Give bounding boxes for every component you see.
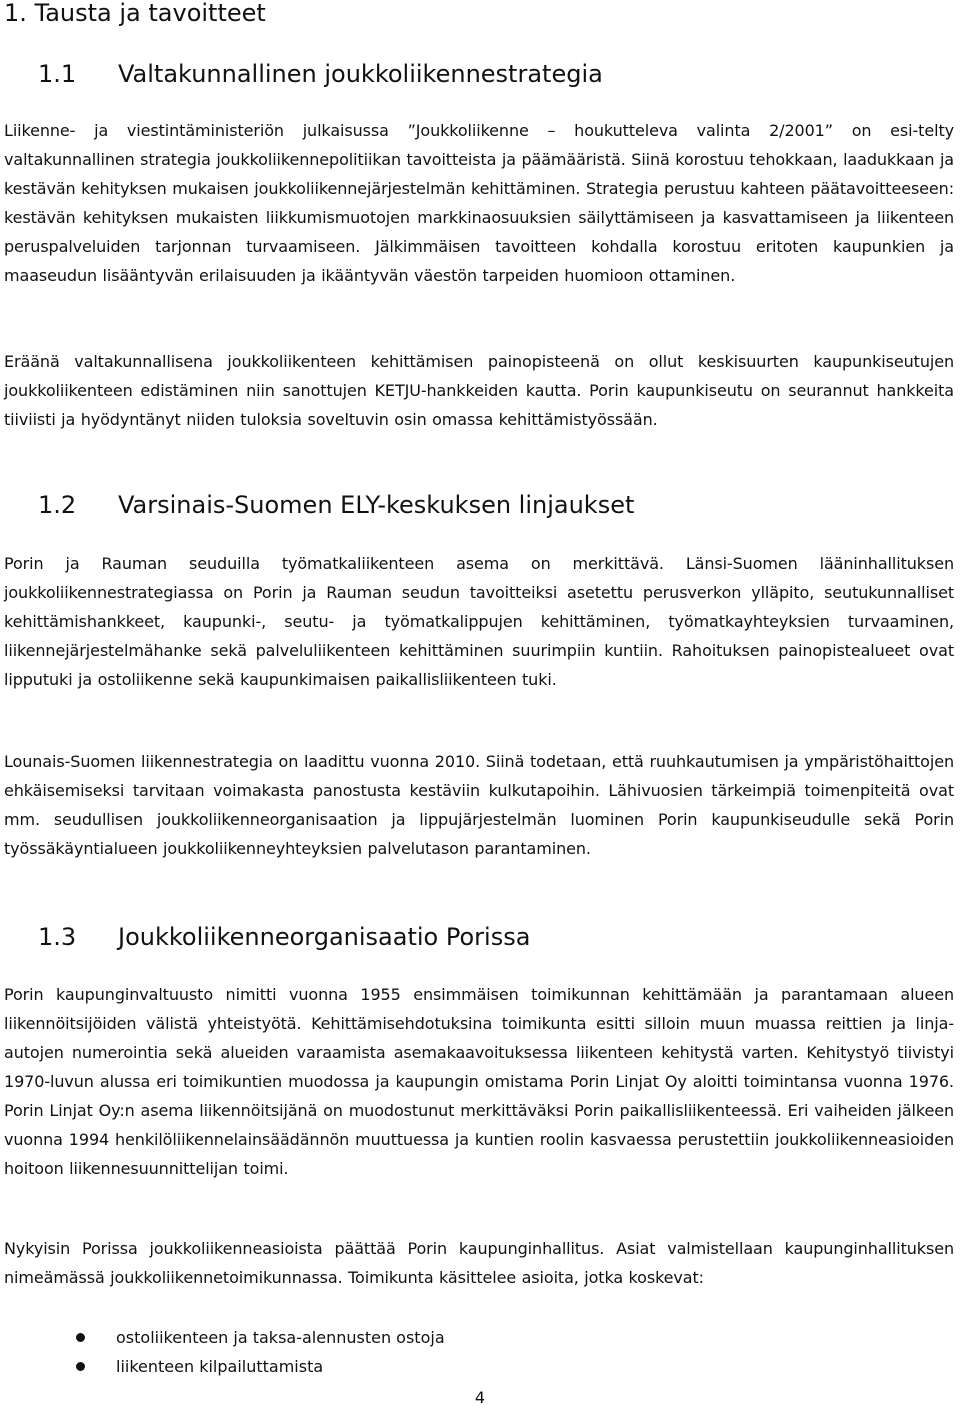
list-item [0,1323,960,1352]
section-title: Valtakunnallinen joukkoliikennestrategia [118,60,603,88]
list-item-text: liikenteen kilpailuttamista [116,1357,324,1376]
section-title: Varsinais-Suomen ELY-keskuksen linjaukset [118,491,635,519]
bullet-icon [76,1333,85,1342]
list-item [0,1352,960,1381]
paragraph: Liikenne- ja viestintäministeriön julkaisussa ”Joukkoliikenne – houkutteleva valinta 2/2001” on esi-telty valtakunnallinen strategia joukkoliikennepolitiikan tavoitteista ja päämääristä. Siinä korostuu tehokkaan, laadukkaan ja kestävän kehityksen mukaisen joukkoliikennejärjestelmän kehittäminen. Strategia perustuu kahteen päätavoitteeseen: kestävän kehityksen mukaisten liikkumismuotojen markkinaosuuksien säilyttämiseen ja kasvattamiseen ja liikenteen peruspalveluiden tarjonnan turvaamiseen. Jälkimmäisen tavoitteen kohdalla korostuu eritoten kaupunkien ja maaseudun lisääntyvän erilaisuuden ja ikääntyvän väestön tarpeiden huomioon ottaminen. [4,121,954,285]
paragraph: Porin ja Rauman seuduilla työmatkaliikenteen asema on merkittävä. Länsi-Suomen lääninhallituksen joukkoliikennestrategiassa on Porin ja Rauman seudun tavoitteiksi asetettu perusverkon ylläpito, seutukunnalliset kehittämishankkeet, kaupunki-, seutu- ja työmatkalippujen kehittäminen, työmatkayhteyksien turvaaminen, liikennejärjestelmähanke sekä palveluliikenteen kehittäminen suurimpiin kuntiin. Rahoituksen painopistealueet ovat lipputuki ja ostoliikenne sekä kaupunkimaisen paikallisliikenteen tuki. [4,554,954,689]
section-heading-1-3 [38,922,530,952]
section-number: 1.1 [38,60,77,88]
list-item-text: ostoliikenteen ja taksa-alennusten ostoja [116,1328,445,1347]
paragraph: Lounais-Suomen liikennestrategia on laadittu vuonna 2010. Siinä todetaan, että ruuhkautumisen ja ympäristöhaittojen ehkäisemiseksi tarvitaan voimakasta panostusta kestäviin kulkutapoihin. Lähivuosien tärkeimpiä toimenpiteitä ovat mm. seudullisen joukkoliikenneorganisaation ja lippujärjestelmän luominen Porin kaupunkiseudulle sekä Porin työssäkäyntialueen joukkoliikenneyhteyksien palvelutason parantaminen. [4,752,954,858]
page-number: 4 [474,1388,486,1407]
paragraph: Nykyisin Porissa joukkoliikenneasioista päättää Porin kaupunginhallitus. Asiat valmistellaan kaupunginhallituksen nimeämässä joukkoliikennetoimikunnassa. Toimikunta käsittelee asioita, jotka koskevat: [4,1239,954,1287]
paragraph: Porin kaupunginvaltuusto nimitti vuonna 1955 ensimmäisen toimikunnan kehittämään ja parantamaan alueen liikennöitsijöiden välistä yhteistyötä. Kehittämisehdotuksina toimikunta esitti silloin muun muassa reittien ja linja-autojen numerointia sekä alueiden varaamista asemakaavoituksessa liikenteen kehitystä varten. Kehitystyö tiivistyi 1970-luvun alussa eri toimikuntien muodossa ja kaupungin omistama Porin Linjat Oy aloitti toimintansa vuonna 1976. Porin Linjat Oy:n asema liikennöitsijänä on muodostunut merkittäväksi Porin paikallisliikenteessä. Eri vaiheiden jälkeen vuonna 1994 henkilöliikennelainsäädännön muuttuessa ja kuntien roolin kasvaessa perustettiin joukkoliikenneasioiden hoitoon liikennesuunnittelijan toimi. [4,985,954,1178]
bullet-list [0,1323,960,1381]
section-number: 1.3 [38,923,77,951]
chapter-heading: 1. Tausta ja tavoitteet [4,0,266,27]
bullet-icon [76,1362,85,1371]
paragraph: Eräänä valtakunnallisena joukkoliikenteen kehittämisen painopisteenä on ollut keskisuurten kaupunkiseutujen joukkoliikenteen edistäminen niin sanottujen KETJU-hankkeiden kautta. Porin kaupunkiseutu on seurannut hankkeita tiiviisti ja hyödyntänyt niiden tuloksia soveltuvin osin omassa kehittämistyössään. [4,352,954,429]
section-title: Joukkoliikenneorganisaatio Porissa [118,923,531,951]
section-heading-1-2 [38,490,634,520]
section-heading-1-1 [38,59,603,89]
section-number: 1.2 [38,491,77,519]
